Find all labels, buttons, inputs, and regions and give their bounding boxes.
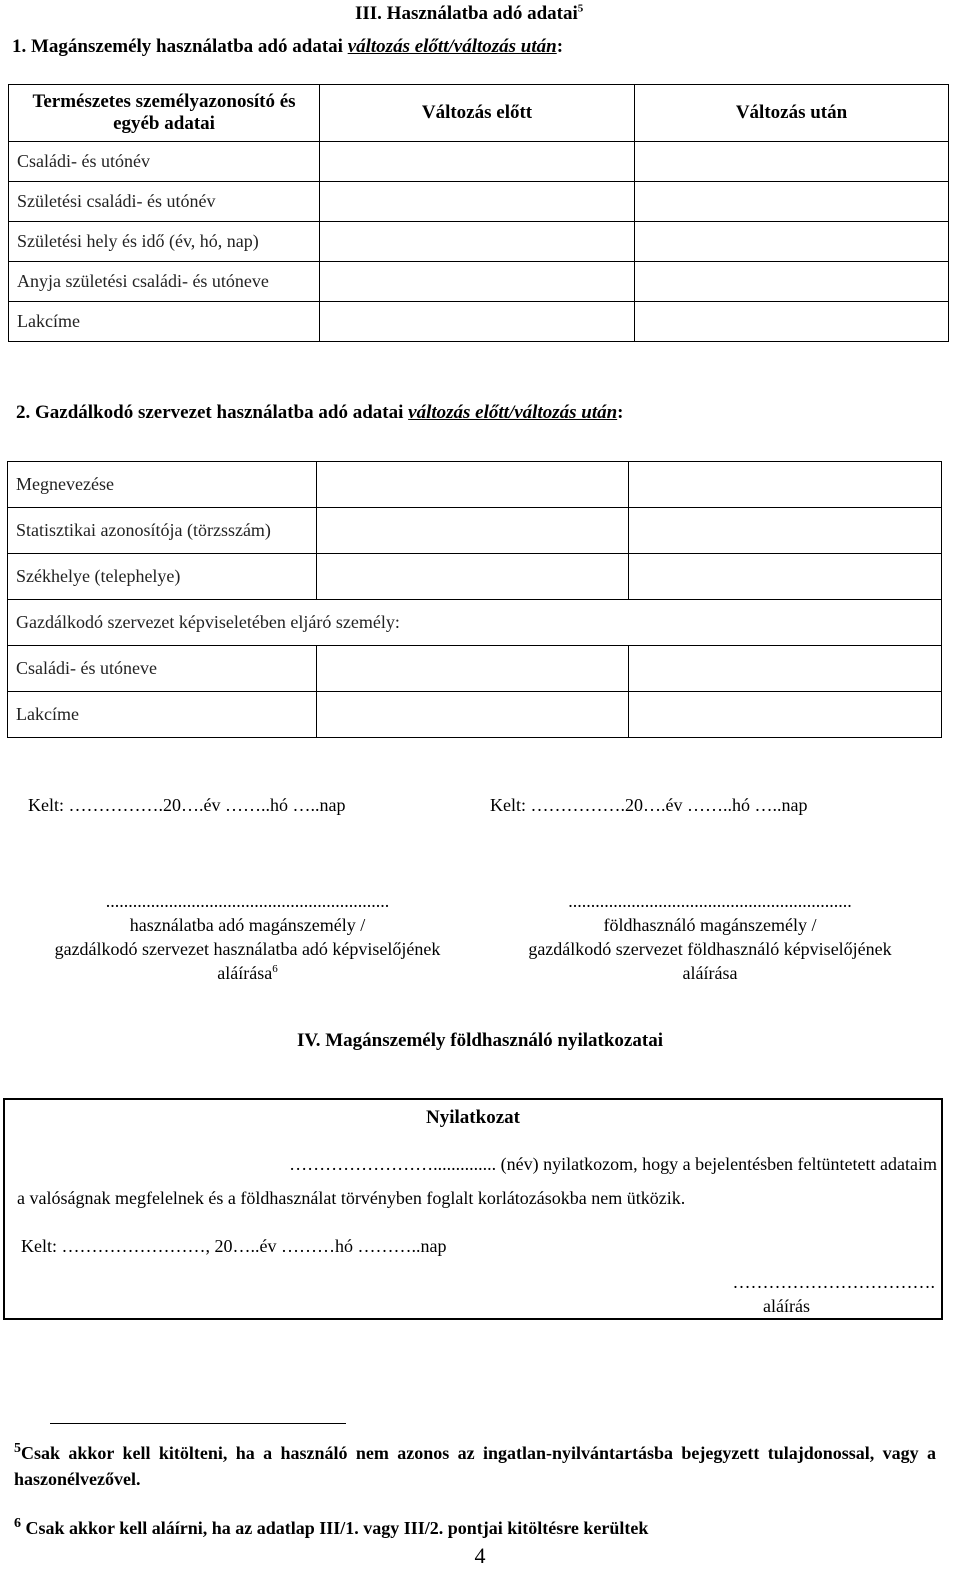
after-change-field[interactable] [629,646,942,692]
section-3-title [355,3,583,25]
footnote-ref-5: 5 [577,2,584,15]
declaration-line-1: …………………….............. (név) nyilatkozom, hogy a bejelentésben feltüntetett adataim [289,1154,937,1174]
footnote-5-number: 5 [14,1441,21,1456]
footnote-separator [50,1423,346,1424]
before-change-field[interactable] [320,222,635,262]
private-person-table [8,84,949,342]
before-change-field[interactable] [317,462,629,508]
before-change-field[interactable] [320,262,635,302]
footnote-ref-6: 6 [272,963,278,975]
part-1-heading-suffix: : [556,36,564,57]
row-label: Lakcíme [9,302,320,342]
signature-right-line1: földhasználó magánszemély / [603,915,817,935]
after-change-field[interactable] [635,262,949,302]
page-number: 4 [474,1543,486,1568]
signature-right-dots: ............................................................... [568,891,852,911]
before-change-field[interactable] [317,508,629,554]
table-row [8,600,942,646]
signature-left [10,889,485,985]
table-row [9,142,949,182]
row-label: Születési családi- és utónév [9,182,320,222]
footnote-6-text: Csak akkor kell aláírni, ha az adatlap III/1. vagy III/2. pontjai kitöltésre kerültek [25,1518,649,1538]
row-label: Családi- és utónév [9,142,320,182]
table-row [8,646,942,692]
part-1-heading-prefix: 1. Magánszemély használatba adó adatai [12,36,348,57]
before-change-field[interactable] [317,646,629,692]
after-change-field[interactable] [629,692,942,738]
before-change-field[interactable] [320,182,635,222]
footnote-5 [14,1440,936,1492]
after-change-field[interactable] [635,142,949,182]
table-header-row [9,85,949,142]
after-change-field[interactable] [629,508,942,554]
header-data-label: Természetes személyazonosító és egyéb adatai [9,85,320,142]
table-row [9,262,949,302]
part-1-heading-underlined: változás előtt/változás után [347,36,557,57]
table-row [9,222,949,262]
section-4-title: IV. Magánszemély földhasználó nyilatkozatai [297,1030,663,1051]
row-label: Székhelye (telephelye) [8,554,317,600]
date-left: Kelt: …………….20….év ……..hó …..nap [28,795,346,815]
signature-right [490,889,930,985]
signature-left-line1: használatba adó magánszemély / [129,915,366,935]
declaration-title: Nyilatkozat [426,1107,520,1128]
signature-right-line3: aláírása [682,963,738,983]
before-change-field[interactable] [317,554,629,600]
part-2-heading-prefix: 2. Gazdálkodó szervezet használatba adó adatai [16,402,409,423]
part-2-heading [16,402,624,424]
footnote-6 [14,1518,648,1539]
signature-left-line3: aláírása [217,963,273,983]
row-label: Családi- és utóneve [8,646,317,692]
signature-left-line3-wrap [10,961,485,985]
row-label: Anyja születési családi- és utóneve [9,262,320,302]
signature-right-line2: gazdálkodó szervezet földhasználó képviselőjének [528,939,892,959]
table-row [8,692,942,738]
row-label: Statisztikai azonosítója (törzsszám) [8,508,317,554]
after-change-field[interactable] [629,554,942,600]
declaration-signature-label: aláírás [763,1296,810,1316]
declaration-line-2: a valóságnak megfelelnek és a földhasználat törvényben foglalt korlátozásokba nem ütközik. [17,1188,686,1208]
header-after-change: Változás után [635,85,949,142]
section-3-title-text: III. Használatba adó adatai [355,3,578,24]
after-change-field[interactable] [629,462,942,508]
row-label: Megnevezése [8,462,317,508]
table-row [8,508,942,554]
after-change-field[interactable] [635,222,949,262]
part-1-heading [12,36,563,58]
table-row [9,182,949,222]
footnote-6-number: 6 [14,1516,21,1531]
signature-left-dots: ............................................................... [105,891,390,911]
after-change-field[interactable] [635,302,949,342]
business-entity-table [7,461,942,738]
table-row [8,462,942,508]
part-2-heading-underlined: változás előtt/változás után [408,402,618,423]
header-before-change: Változás előtt [320,85,635,142]
row-label: Születési hely és idő (év, hó, nap) [9,222,320,262]
table-row [9,302,949,342]
before-change-field[interactable] [317,692,629,738]
before-change-field[interactable] [320,142,635,182]
declaration-signature-dots: ……………………………. [732,1272,935,1292]
part-2-heading-suffix: : [617,402,624,423]
signature-left-line2: gazdálkodó szervezet használatba adó képviselőjének [54,939,441,959]
date-right: Kelt: …………….20….év ……..hó …..nap [490,795,808,815]
declaration-box [3,1098,943,1320]
row-label: Lakcíme [8,692,317,738]
table-row [8,554,942,600]
declaration-date: Kelt: ……………………, 20…..év ………hó ………..nap [21,1236,447,1256]
row-label-representative: Gazdálkodó szervezet képviseletében eljáró személy: [8,600,942,646]
footnote-5-text: Csak akkor kell kitölteni, ha a használó nem azonos az ingatlan-nyilvántartásba bejegyzett tulajdonossal, vagy a haszonélvezővel. [14,1443,936,1489]
after-change-field[interactable] [635,182,949,222]
before-change-field[interactable] [320,302,635,342]
